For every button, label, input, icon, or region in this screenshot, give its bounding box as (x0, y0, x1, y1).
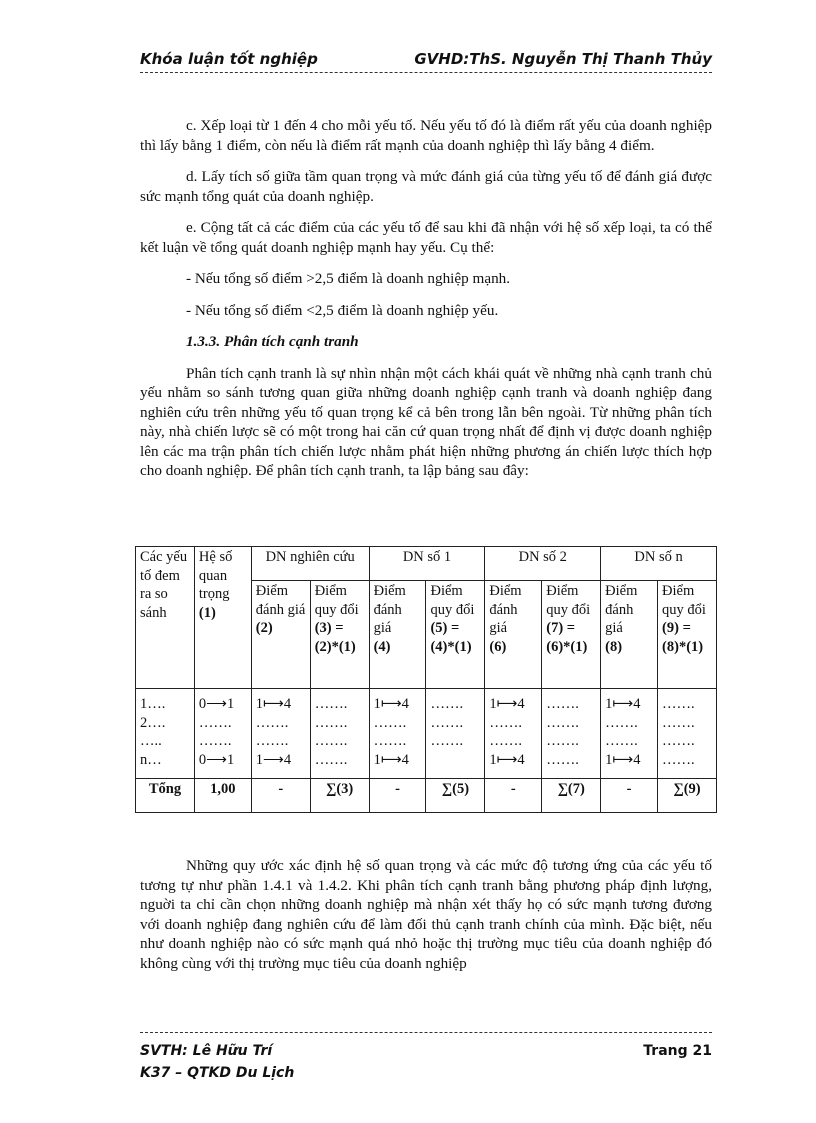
header-thesis-title: Khóa luận tốt nghiệp (140, 50, 318, 68)
converted-header: Điểm quy đổi (9) = (8)*(1) (658, 581, 717, 689)
page-number: Trang 21 (643, 1043, 712, 1059)
rule-strong: - Nếu tổng số điểm >2,5 điểm là doanh nghiệp mạnh. (186, 270, 511, 287)
weight-cell: 0⟶1 ……. ……. 0⟶1 (194, 689, 251, 779)
converted-cell: ……. ……. ……. ……. (658, 689, 717, 779)
converted-header: Điểm quy đổi (3) = (2)*(1) (310, 581, 369, 689)
score-header: Điểm đánh giá (6) (485, 581, 542, 689)
score-cell: 1⟼4 ……. ……. 1⟶4 (251, 689, 310, 779)
factor-cell: 1…. 2…. ….. n… (136, 689, 195, 779)
body-text (140, 116, 712, 493)
total-weight: 1,00 (194, 779, 251, 813)
section-paragraph: Phân tích cạnh tranh là sự nhìn nhận một cách khái quát về những nhà cạnh tranh chủ yếu nhằm so sánh tương quan giữa những doanh nghiệp cạnh tranh và doanh nghiệp đang nghiên cứu trên những yếu tố quan trọng kể cả bên trong lẫn bên ngoài. Từ những phân tích này, nhà chiến lược sẽ có một trong hai căn cứ quan trọng nhất để định vị được doanh nghiệp lên các ma trận phân tích chiến lược nhằm phát hiện những phương án chiến lược thích hợp cho doanh nghiệp. Để phân tích cạnh tranh, ta lập bảng sau đây: (140, 364, 712, 479)
total-label: Tổng (136, 779, 195, 813)
total-cell: - (369, 779, 426, 813)
score-cell: 1⟼4 ……. ……. 1⟼4 (369, 689, 426, 779)
total-cell: ∑(9) (658, 779, 717, 813)
closing-text (140, 856, 712, 973)
total-cell: ∑(3) (310, 779, 369, 813)
converted-cell: ……. ……. ……. ……. (542, 689, 601, 779)
page-footer (140, 1040, 712, 1084)
header-divider (140, 72, 712, 73)
rule-weak: - Nếu tổng số điểm <2,5 điểm là doanh nghiệp yếu. (186, 301, 499, 319)
paragraph-c: c. Xếp loại từ 1 đến 4 cho mỗi yếu tố. Nếu yếu tố đó là điểm rất yếu của doanh nghiệp thì lấy bằng 1 điểm, còn nếu là điểm rất mạnh của doanh nghiệp thì lấy bằng 4 điểm. (140, 117, 712, 154)
closing-paragraph: Những quy ước xác định hệ số quan trọng và các mức độ tương ứng của các yếu tố tương tự như phần 1.4.1 và 1.4.2. Khi phân tích cạnh tranh bằng phương pháp định lượng, nguời ta chỉ cần chọn những doanh nghiệp mà nhận xét thấy họ có sức mạnh tương đương với doanh nghiệp đang nghiên cứu để làm đối thủ cạnh tranh chính của mình. Đặc biệt, nếu như doanh nghiệp nào có sức mạnh quá nhỏ hoặc thị trường mục tiêu của doanh nghiệp đó không cùng với thị trường mục tiêu của doanh nghiệp (140, 857, 712, 972)
competition-table (135, 546, 717, 813)
group-dn-2: DN số 2 (485, 547, 601, 581)
score-header: Điểm đánh giá (2) (251, 581, 310, 689)
converted-header: Điểm quy đổi (5) = (4)*(1) (426, 581, 485, 689)
score-cell: 1⟼4 ……. ……. 1⟼4 (601, 689, 658, 779)
footer-class: K37 – QTKD Du Lịch (140, 1065, 295, 1081)
total-cell: ∑(7) (542, 779, 601, 813)
footer-divider (140, 1032, 712, 1033)
group-dn-n: DN số n (601, 547, 717, 581)
weight-header: Hệ số quan trọng (1) (194, 547, 251, 689)
score-header: Điểm đánh giá (4) (369, 581, 426, 689)
converted-header: Điểm quy đổi (7) = (6)*(1) (542, 581, 601, 689)
score-header: Điểm đánh giá (8) (601, 581, 658, 689)
converted-cell: ……. ……. ……. (426, 689, 485, 779)
footer-student: SVTH: Lê Hữu Trí (140, 1043, 273, 1059)
group-dn-nghien-cuu: DN nghiên cứu (251, 547, 369, 581)
factor-header: Các yếu tố đem ra so sánh (136, 547, 195, 689)
converted-cell: ……. ……. ……. ……. (310, 689, 369, 779)
score-cell: 1⟼4 ……. ……. 1⟼4 (485, 689, 542, 779)
paragraph-d: d. Lấy tích số giữa tầm quan trọng và mức đánh giá của từng yếu tố để đánh giá được sức mạnh tổng quát của doanh nghiệp. (140, 168, 712, 205)
total-cell: ∑(5) (426, 779, 485, 813)
paragraph-e: e. Cộng tất cả các điểm của các yếu tố để sau khi đã nhận với hệ số xếp loại, ta có thể kết luận về tổng quát doanh nghiệp mạnh hay yếu. Cụ thể: (140, 219, 712, 256)
group-dn-1: DN số 1 (369, 547, 485, 581)
total-cell: - (601, 779, 658, 813)
header-advisor: GVHD:ThS. Nguyễn Thị Thanh Thủy (414, 50, 712, 68)
total-cell: - (485, 779, 542, 813)
section-heading: 1.3.3. Phân tích cạnh tranh (186, 333, 359, 350)
total-cell: - (251, 779, 310, 813)
